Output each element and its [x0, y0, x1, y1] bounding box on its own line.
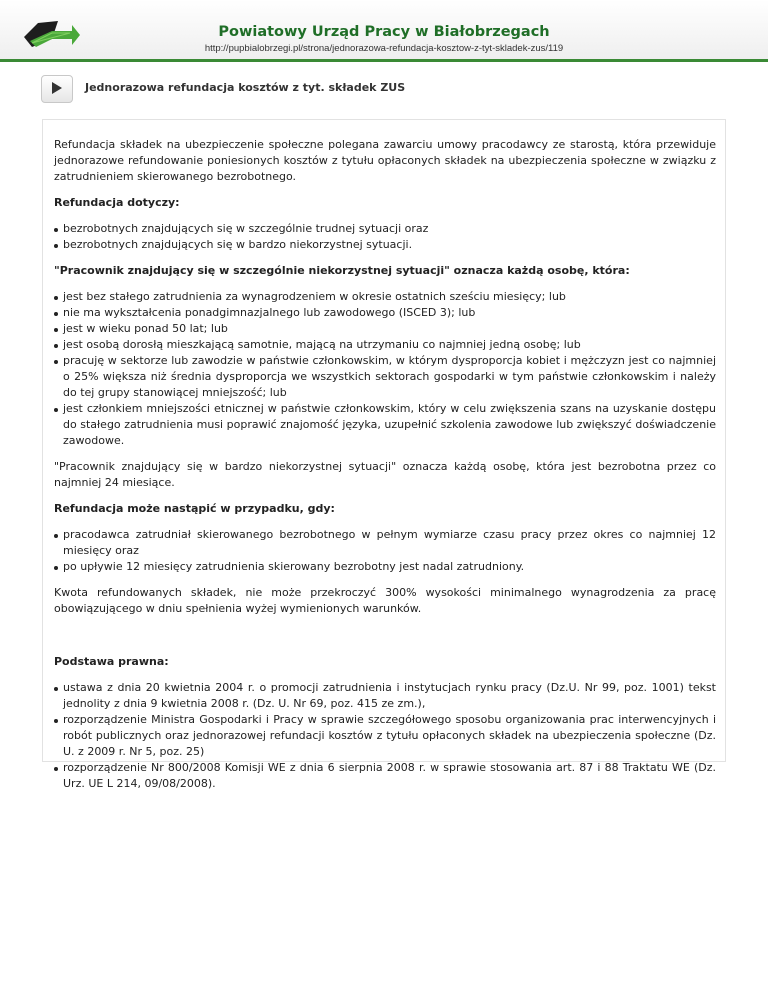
list-item: nie ma wykształcenia ponadgimnazjalnego lub zawodowego (ISCED 3); lub	[54, 305, 716, 321]
site-title: Powiatowy Urząd Pracy w Białobrzegach	[218, 24, 550, 40]
list-item: jest bez stałego zatrudnienia za wynagrodzeniem w okresie ostatnich sześciu miesięcy; lub	[54, 289, 716, 305]
moze-list	[54, 527, 716, 575]
list-item: pracuję w sektorze lub zawodzie w państwie członkowskim, w którym dysproporcja kobiet i mężczyzn jest co najmniej o 25% większa niż średnia dysproporcja we wszystkich sektorach gospodarki w tym państwie członkowskim i należy do tej grupy stanowiącej mniejszość; lub	[54, 353, 716, 401]
list-item: jest w wieku ponad 50 lat; lub	[54, 321, 716, 337]
page-header	[0, 0, 768, 62]
list-item: rozporządzenie Ministra Gospodarki i Pracy w sprawie szczegółowego sposobu organizowania prac interwencyjnych i robót publicznych oraz jednorazowej refundacji kosztów z tytułu opłaconych składek na ubezpieczenia społeczne (Dz. U. z 2009 r. Nr 5, poz. 25)	[54, 712, 716, 760]
dotyczy-list	[54, 221, 716, 253]
list-item: jest osobą dorosłą mieszkającą samotnie, mającą na utrzymaniu co najmniej jedną osobę; lub	[54, 337, 716, 353]
content-box	[42, 119, 726, 790]
podstawa-list	[54, 680, 716, 792]
list-item: ustawa z dnia 20 kwietnia 2004 r. o promocji zatrudnienia i instytucjach rynku pracy (Dz.U. Nr 99, poz. 1001) tekst jednolity z dnia 9 kwietnia 2008 r. (Dz. U. Nr 69, poz. 415 ze zm.),	[54, 680, 716, 712]
arrow-button[interactable]	[41, 75, 73, 103]
pracownik-list	[54, 289, 716, 449]
list-item: po upływie 12 miesięcy zatrudnienia skierowany bezrobotny jest nadal zatrudniony.	[54, 559, 716, 575]
dotyczy-heading: Refundacja dotyczy:	[54, 196, 180, 209]
page-url[interactable]: http://pupbialobrzegi.pl/strona/jednorazowa-refundacja-kosztow-z-tyt-skladek-zus/119	[204, 43, 564, 54]
list-item: rozporządzenie Nr 800/2008 Komisji WE z dnia 6 sierpnia 2008 r. w sprawie stosowania art. 87 i 88 Traktatu WE (Dz. Urz. UE L 214, 09/08/2008).	[54, 760, 716, 792]
page-heading: Jednorazowa refundacja kosztów z tyt. składek ZUS	[85, 81, 406, 94]
header-divider	[0, 59, 768, 62]
pracownik-heading: "Pracownik znajdujący się w szczególnie niekorzystnej sytuacji" oznacza każdą osobę, która:	[54, 264, 630, 277]
bardzo-paragraph: "Pracownik znajdujący się w bardzo niekorzystnej sytuacji" oznacza każdą osobę, która jest bezrobotna przez co najmniej 24 miesiące.	[54, 460, 716, 489]
play-arrow-icon	[50, 81, 64, 95]
podstawa-heading: Podstawa prawna:	[54, 655, 169, 668]
list-item: bezrobotnych znajdujących się w szczególnie trudnej sytuacji oraz	[54, 221, 716, 237]
intro-paragraph: Refundacja składek na ubezpieczenie społeczne polegana zawarciu umowy pracodawcy ze starostą, która przewiduje jednorazowe refundowanie poniesionych kosztów z tytułu opłaconych składek na ubezpieczenia społeczne w związku z zatrudnieniem skierowanego bezrobotnego.	[54, 138, 716, 183]
list-item: pracodawca zatrudniał skierowanego bezrobotnego w pełnym wymiarze czasu pracy przez okres co najmniej 12 miesięcy oraz	[54, 527, 716, 559]
kwota-paragraph: Kwota refundowanych składek, nie może przekroczyć 300% wysokości minimalnego wynagrodzenia za pracę obowiązującego w dniu spełnienia wyżej wymienionych warunków.	[54, 586, 716, 615]
list-item: jest członkiem mniejszości etnicznej w państwie członkowskim, który w celu zwiększenia szans na uzyskanie dostępu do stałego zatrudnienia musi poprawić znajomość języka, uzupełnić szkolenia zawodowe lub zwiększyć doświadczenie zawodowe.	[54, 401, 716, 449]
moze-heading: Refundacja może nastąpić w przypadku, gdy:	[54, 502, 335, 515]
list-item: bezrobotnych znajdujących się w bardzo niekorzystnej sytuacji.	[54, 237, 716, 253]
